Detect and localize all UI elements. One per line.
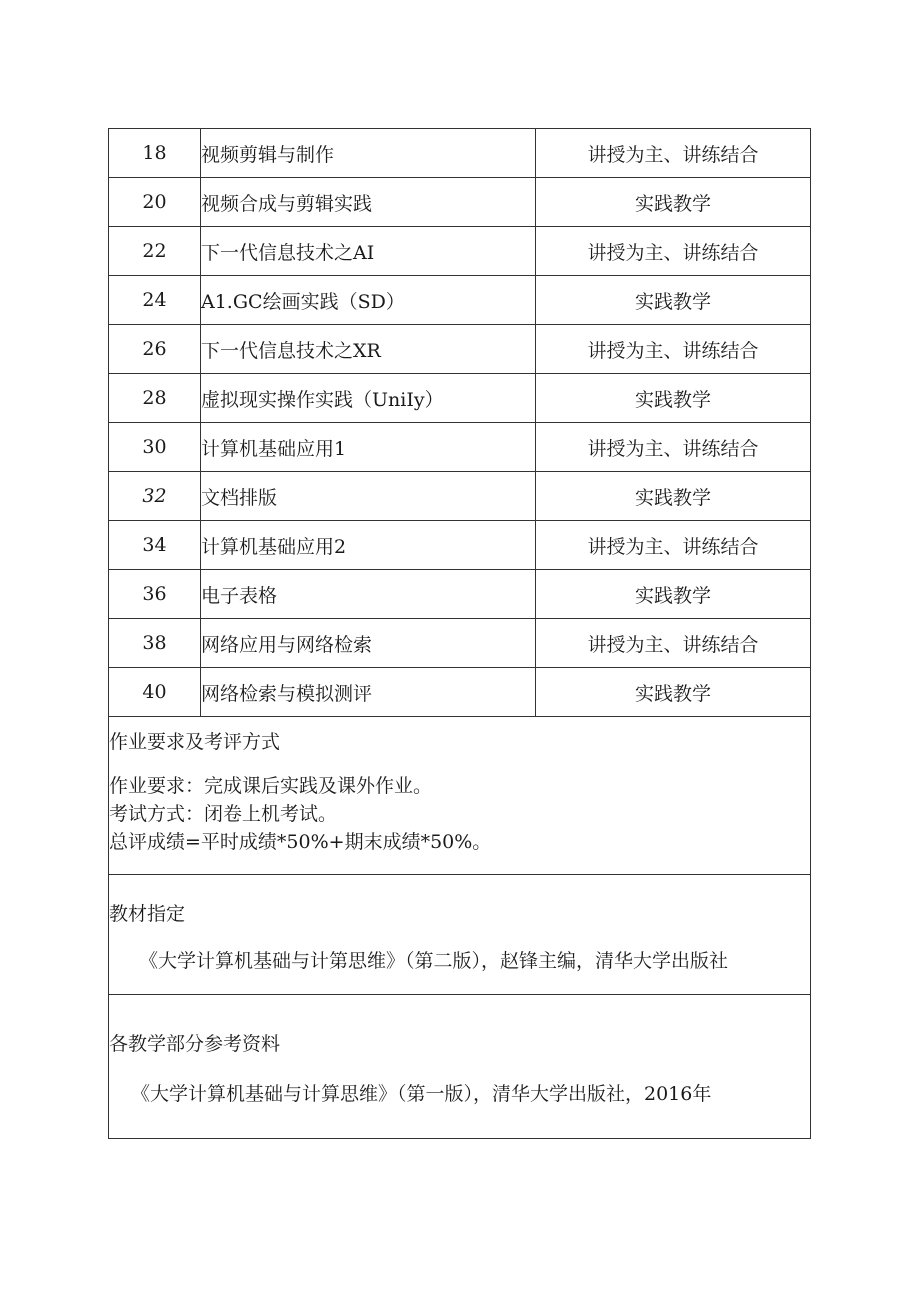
textbook-title: 《大学计算机基础与计第思维》（第二版），赵锋主编，清华大学出版社: [139, 950, 729, 972]
exam-method: 考试方式：闭卷上机考试。: [109, 803, 338, 825]
week-number: 20: [109, 178, 201, 227]
teaching-method-cell: 实践教学: [536, 570, 811, 619]
week-number: 24: [109, 276, 201, 325]
homework-heading: 作业要求及考评方式: [109, 731, 281, 753]
table-row: [109, 325, 811, 374]
schedule-body: [109, 129, 811, 717]
week-number: 28: [109, 374, 201, 423]
homework-requirement: 作业要求：完成课后实践及课外作业。: [109, 775, 433, 797]
topic-cell: A1.GC绘画实践（SD）: [201, 276, 536, 325]
topic-cell: 计算机基础应用2: [201, 521, 536, 570]
teaching-method-cell: 讲授为主、讲练结合: [536, 423, 811, 472]
teaching-method-cell: 实践教学: [536, 178, 811, 227]
table-row: [109, 423, 811, 472]
topic-cell: 文档排版: [201, 472, 536, 521]
textbook-section: [108, 875, 811, 995]
topic-cell: 视频剪辑与制作: [201, 129, 536, 178]
grading-formula: 总评成绩=平时成绩*50%+期末成绩*50%。: [109, 831, 492, 853]
table-row: [109, 570, 811, 619]
teaching-method-cell: 讲授为主、讲练结合: [536, 325, 811, 374]
topic-cell: 网络应用与网络检索: [201, 619, 536, 668]
table-row: [109, 668, 811, 717]
week-number: 18: [109, 129, 201, 178]
teaching-method-cell: 讲授为主、讲练结合: [536, 619, 811, 668]
week-number: 38: [109, 619, 201, 668]
syllabus-sheet: [108, 128, 811, 1139]
topic-cell: 下一代信息技术之AI: [201, 227, 536, 276]
week-number: 26: [109, 325, 201, 374]
reference-title: 《大学计算机基础与计算思维》（第一版），清华大学出版社，2016年: [131, 1083, 712, 1105]
references-section: [108, 995, 811, 1139]
references-heading: 各教学部分参考资料: [109, 1033, 281, 1055]
topic-cell: 计算机基础应用1: [201, 423, 536, 472]
teaching-method-cell: 讲授为主、讲练结合: [536, 129, 811, 178]
week-number: 30: [109, 423, 201, 472]
table-row: [109, 619, 811, 668]
teaching-method-cell: 实践教学: [536, 472, 811, 521]
topic-cell: 网络检索与模拟测评: [201, 668, 536, 717]
table-row: [109, 374, 811, 423]
table-row: [109, 178, 811, 227]
week-number: 36: [109, 570, 201, 619]
topic-cell: 虚拟现实操作实践（UniIy）: [201, 374, 536, 423]
table-row: [109, 129, 811, 178]
table-row: [109, 276, 811, 325]
teaching-method-cell: 实践教学: [536, 276, 811, 325]
schedule-table: [108, 128, 811, 717]
teaching-method-cell: 实践教学: [536, 668, 811, 717]
textbook-heading: 教材指定: [109, 903, 186, 925]
table-row: [109, 227, 811, 276]
topic-cell: 电子表格: [201, 570, 536, 619]
teaching-method-cell: 讲授为主、讲练结合: [536, 521, 811, 570]
week-number: 32: [109, 472, 201, 521]
table-row: [109, 472, 811, 521]
week-number: 34: [109, 521, 201, 570]
topic-cell: 下一代信息技术之XR: [201, 325, 536, 374]
week-number: 22: [109, 227, 201, 276]
homework-section: [108, 717, 811, 875]
teaching-method-cell: 实践教学: [536, 374, 811, 423]
week-number: 40: [109, 668, 201, 717]
topic-cell: 视频合成与剪辑实践: [201, 178, 536, 227]
teaching-method-cell: 讲授为主、讲练结合: [536, 227, 811, 276]
table-row: [109, 521, 811, 570]
